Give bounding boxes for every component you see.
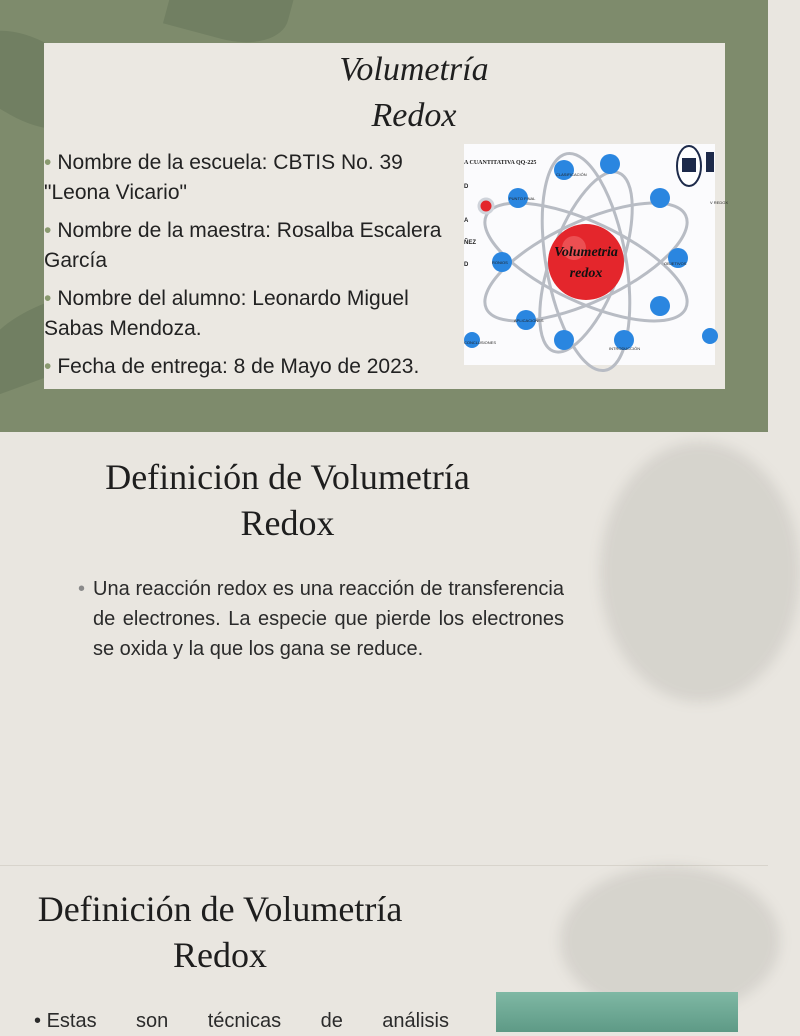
definition-slide-2 (0, 866, 768, 1032)
teacher-name: Nombre de la maestra: Rosalba Escalera García (44, 219, 442, 272)
word: son (136, 1010, 169, 1032)
title-line-2: Redox (371, 97, 457, 134)
student-name: Nombre del alumno: Leonardo Miguel Sabas Mendoza. (44, 287, 409, 340)
leaf-shadow (600, 442, 800, 702)
list-item (44, 216, 459, 276)
definition-text (34, 1006, 449, 1036)
orbit-label: CLASIFICACIÓN (556, 172, 587, 177)
definition-slide (0, 432, 768, 866)
slide-title: Definición de Volumetría Redox (37, 889, 403, 975)
orbit-label: APLICACIONES (514, 318, 544, 323)
bullet-icon: • (44, 287, 52, 310)
word: técnicas (207, 1010, 282, 1032)
atom-image (464, 144, 729, 365)
orbit-label: INTRODUCCIÓN (609, 346, 641, 351)
slide-title: Definición de Volumetría Redox (105, 457, 470, 543)
definition-paragraph: Una reacción redox es una reacción de transferencia de electrones. La especie que pierde los electrones se oxida y la que los gana se reduce. (93, 578, 564, 660)
atom-illustration (464, 144, 729, 365)
word: Estas (46, 1010, 97, 1032)
bullet-icon: • Estas (34, 1010, 97, 1032)
list-item (44, 352, 459, 382)
title-card (44, 43, 729, 389)
word: análisis (382, 1010, 449, 1032)
side-letter: D (464, 262, 469, 268)
school-logo-icon (677, 146, 714, 186)
orbit-label: PUNTO FINAL (509, 196, 536, 201)
orbit-label: OBJETIVOS (664, 261, 687, 266)
orbit-label: CONCLUSIONES (464, 340, 497, 345)
side-letter: ÑEZ (464, 240, 476, 246)
orbit-label: RONIOS (492, 260, 508, 265)
bullet-icon: • (78, 578, 86, 600)
nucleus-label-2: redox (569, 266, 603, 281)
definition-text (78, 574, 564, 664)
side-letter: A (464, 218, 469, 224)
side-letter: D (464, 184, 469, 190)
info-list (44, 148, 459, 390)
list-item (44, 148, 459, 208)
orbit-label: V REDOX (710, 200, 729, 205)
school-name: Nombre de la escuela: CBTIS No. 39 "Leona Vicario" (44, 151, 403, 204)
title-slide (0, 0, 768, 432)
list-item (44, 284, 459, 344)
bullet-icon: • (44, 355, 52, 378)
image-top-text: A CUANTITATIVA QQ-225 (464, 160, 537, 166)
nucleus-icon (548, 224, 624, 300)
bullet-icon: • (44, 219, 52, 242)
nucleus-label-1: Volumetria (554, 245, 618, 260)
lab-photo (496, 992, 738, 1032)
slide-title (44, 47, 784, 139)
delivery-date: Fecha de entrega: 8 de Mayo de 2023. (57, 355, 420, 378)
title-line-1: Volumetría (339, 51, 489, 88)
word: de (320, 1010, 343, 1032)
bullet-icon: • (44, 151, 52, 174)
